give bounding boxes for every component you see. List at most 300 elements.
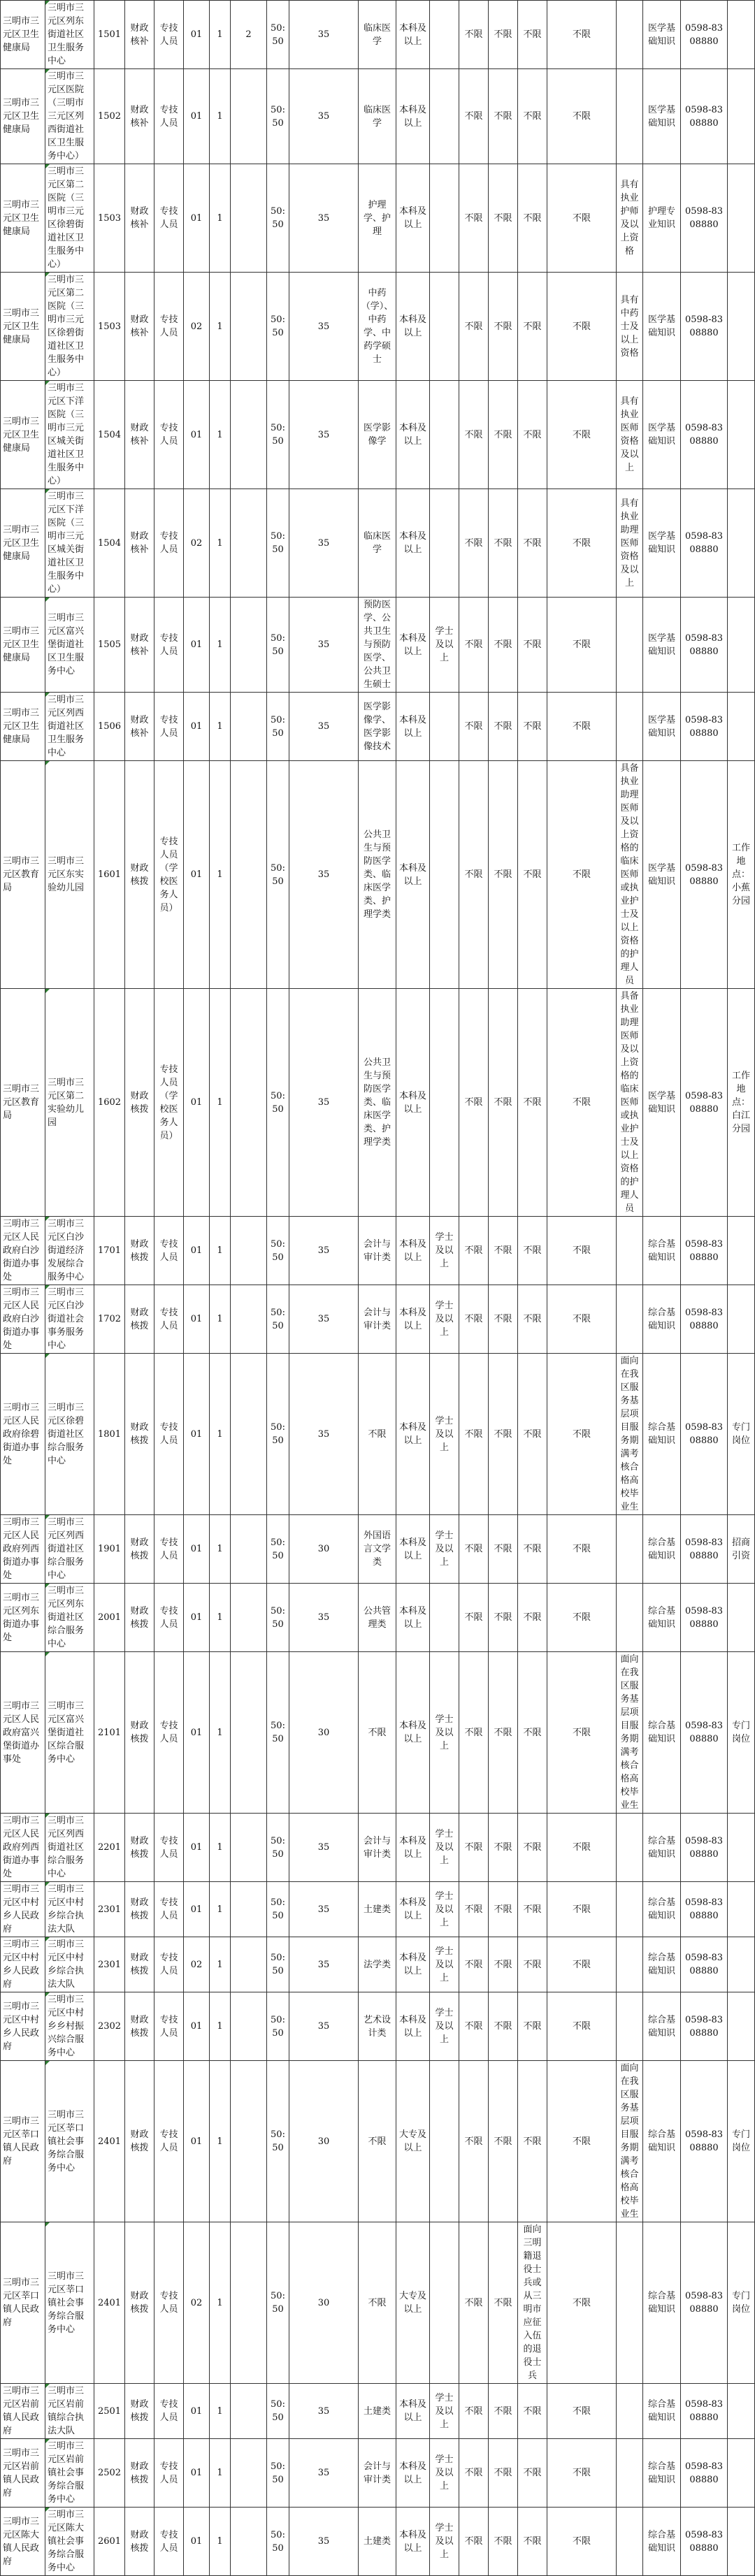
dept-cell: 三明市三元区人民政府白沙街道办事处 <box>1 1285 45 1354</box>
major-cell: 中药（学）、中药学、中药学硕士 <box>359 273 396 381</box>
exam-subject-cell: 综合基础知识 <box>643 2508 681 2576</box>
table-row <box>1 2508 755 2576</box>
headcount-cell: 1 <box>210 2439 231 2508</box>
headcount-cell: 1 <box>210 489 231 598</box>
restriction-cell: 不限 <box>518 273 547 381</box>
phone-cell: 0598-8308880 <box>681 489 728 598</box>
other-requirements-cell <box>617 1992 643 2061</box>
dept-cell: 三明市三元区人民政府白沙街道办事处 <box>1 1217 45 1285</box>
education-cell: 本科及以上 <box>396 1354 430 1515</box>
restriction-cell: 不限 <box>518 1814 547 1882</box>
position-code-cell: 1505 <box>94 598 125 693</box>
post-seq-cell: 01 <box>184 2439 210 2508</box>
table-row <box>1 273 755 381</box>
post-type-cell: 专技人员 <box>154 489 184 598</box>
restriction-cell: 不限 <box>518 1992 547 2061</box>
restriction-cell: 不限 <box>547 1882 617 1937</box>
note-cell <box>728 1882 755 1937</box>
other-requirements-cell <box>617 2508 643 2576</box>
position-code-cell: 2201 <box>94 1814 125 1882</box>
post-seq-cell: 02 <box>184 1937 210 1992</box>
education-cell: 本科及以上 <box>396 1285 430 1354</box>
table-row <box>1 1 755 69</box>
education-cell: 本科及以上 <box>396 1217 430 1285</box>
education-cell: 本科及以上 <box>396 1652 430 1814</box>
major-cell: 临床医学 <box>359 1 396 69</box>
headcount-cell: 1 <box>210 761 231 989</box>
post-type-cell: 专技人员 <box>154 1217 184 1285</box>
restriction-cell: 不限 <box>547 693 617 761</box>
post-type-cell: 专技人员（学校医务人员） <box>154 989 184 1217</box>
post-seq-cell: 01 <box>184 2384 210 2439</box>
degree-cell: 学士及以上 <box>430 1992 459 2061</box>
position-code-cell: 2101 <box>94 1652 125 1814</box>
phone-cell: 0598-8308880 <box>681 2061 728 2222</box>
restriction-cell: 不限 <box>547 1584 617 1652</box>
other-requirements-cell <box>617 2439 643 2508</box>
exam-subject-cell: 综合基础知识 <box>643 1354 681 1515</box>
major-cell: 护理学、护理 <box>359 164 396 273</box>
position-code-cell: 1901 <box>94 1515 125 1584</box>
degree-cell: 学士及以上 <box>430 2508 459 2576</box>
unit-cell: 三明市三元区白沙街道经济发展综合服务中心 <box>45 1217 94 1285</box>
major-cell: 会计与审计类 <box>359 1217 396 1285</box>
post-seq-cell: 01 <box>184 1814 210 1882</box>
restriction-cell: 不限 <box>547 1515 617 1584</box>
phone-cell: 0598-8308880 <box>681 69 728 164</box>
education-cell: 本科及以上 <box>396 761 430 989</box>
funding-cell: 财政核拨 <box>125 1515 154 1584</box>
degree-cell <box>430 1 459 69</box>
quota-cell: 2 <box>231 1 267 69</box>
position-code-cell: 1801 <box>94 1354 125 1515</box>
restriction-cell: 不限 <box>459 1285 489 1354</box>
other-requirements-cell <box>617 693 643 761</box>
age-limit-cell: 35 <box>289 1217 359 1285</box>
post-type-cell: 专技人员 <box>154 2222 184 2384</box>
education-cell: 本科及以上 <box>396 2508 430 2576</box>
table-row <box>1 1584 755 1652</box>
exam-ratio-cell: 50:50 <box>267 1584 289 1652</box>
table-row <box>1 1285 755 1354</box>
restriction-cell: 不限 <box>489 273 518 381</box>
phone-cell: 0598-8308880 <box>681 1354 728 1515</box>
post-seq-cell: 02 <box>184 273 210 381</box>
headcount-cell: 1 <box>210 1 231 69</box>
restriction-cell: 不限 <box>459 1217 489 1285</box>
degree-cell: 学士及以上 <box>430 2439 459 2508</box>
unit-cell: 三明市三元区徐碧街道社区综合服务中心 <box>45 1354 94 1515</box>
degree-cell <box>430 69 459 164</box>
headcount-cell: 1 <box>210 1354 231 1515</box>
dept-cell: 三明市三元区教育局 <box>1 761 45 989</box>
restriction-cell: 不限 <box>489 598 518 693</box>
phone-cell: 0598-8308880 <box>681 1937 728 1992</box>
restriction-cell: 不限 <box>459 2439 489 2508</box>
restriction-cell: 不限 <box>489 164 518 273</box>
exam-subject-cell: 医学基础知识 <box>643 693 681 761</box>
restriction-cell: 不限 <box>489 1992 518 2061</box>
position-code-cell: 2401 <box>94 2061 125 2222</box>
exam-ratio-cell: 50:50 <box>267 989 289 1217</box>
exam-subject-cell: 医学基础知识 <box>643 273 681 381</box>
restriction-cell: 不限 <box>459 273 489 381</box>
degree-cell <box>430 1584 459 1652</box>
unit-cell: 三明市三元区陈大镇社会事务综合服务中心 <box>45 2508 94 2576</box>
education-cell: 本科及以上 <box>396 989 430 1217</box>
other-requirements-cell: 面向在我区服务基层项目服务期满考核合格高校毕业生 <box>617 1652 643 1814</box>
education-cell: 大专及以上 <box>396 2061 430 2222</box>
restriction-cell: 不限 <box>489 2061 518 2222</box>
other-requirements-cell <box>617 1285 643 1354</box>
post-seq-cell: 01 <box>184 1285 210 1354</box>
quota-cell <box>231 989 267 1217</box>
exam-ratio-cell: 50:50 <box>267 2061 289 2222</box>
degree-cell: 学士及以上 <box>430 1515 459 1584</box>
table-row <box>1 761 755 989</box>
phone-cell: 0598-8308880 <box>681 381 728 489</box>
major-cell: 会计与审计类 <box>359 1814 396 1882</box>
major-cell: 艺术设计类 <box>359 1992 396 2061</box>
table-row <box>1 1992 755 2061</box>
post-seq-cell: 01 <box>184 1652 210 1814</box>
exam-ratio-cell: 50:50 <box>267 381 289 489</box>
dept-cell: 三明市三元区列东街道办事处 <box>1 1584 45 1652</box>
education-cell: 本科及以上 <box>396 164 430 273</box>
exam-subject-cell: 医学基础知识 <box>643 489 681 598</box>
major-cell: 公共管理类 <box>359 1584 396 1652</box>
exam-ratio-cell: 50:50 <box>267 1652 289 1814</box>
degree-cell <box>430 2061 459 2222</box>
phone-cell: 0598-8308880 <box>681 1584 728 1652</box>
exam-ratio-cell: 50:50 <box>267 489 289 598</box>
quota-cell <box>231 381 267 489</box>
funding-cell: 财政核补 <box>125 1 154 69</box>
quota-cell <box>231 164 267 273</box>
dept-cell: 三明市三元区陈大镇人民政府 <box>1 2508 45 2576</box>
unit-cell: 三明市三元区中村乡综合执法大队 <box>45 1937 94 1992</box>
age-limit-cell: 35 <box>289 1285 359 1354</box>
exam-ratio-cell: 50:50 <box>267 1515 289 1584</box>
restriction-cell: 不限 <box>459 2222 489 2384</box>
funding-cell: 财政核拨 <box>125 2061 154 2222</box>
restriction-cell: 不限 <box>459 2384 489 2439</box>
funding-cell: 财政核补 <box>125 69 154 164</box>
position-code-cell: 1601 <box>94 761 125 989</box>
degree-cell <box>430 489 459 598</box>
headcount-cell: 1 <box>210 273 231 381</box>
position-code-cell: 1602 <box>94 989 125 1217</box>
exam-ratio-cell: 50:50 <box>267 2439 289 2508</box>
restriction-cell: 不限 <box>459 761 489 989</box>
position-code-cell: 2001 <box>94 1584 125 1652</box>
funding-cell: 财政核拨 <box>125 2384 154 2439</box>
post-type-cell: 专技人员 <box>154 69 184 164</box>
restriction-cell: 不限 <box>547 2222 617 2384</box>
headcount-cell: 1 <box>210 2061 231 2222</box>
exam-subject-cell: 医学基础知识 <box>643 69 681 164</box>
dept-cell: 三明市三元区卫生健康局 <box>1 693 45 761</box>
phone-cell: 0598-8308880 <box>681 598 728 693</box>
post-type-cell: 专技人员 <box>154 1354 184 1515</box>
restriction-cell: 不限 <box>547 598 617 693</box>
post-type-cell: 专技人员 <box>154 1937 184 1992</box>
post-type-cell: 专技人员 <box>154 2384 184 2439</box>
unit-cell: 三明市三元区第二医院（三明市三元区徐碧街道社区卫生服务中心） <box>45 164 94 273</box>
other-requirements-cell: 具备执业助理医师及以上资格的临床医师或执业护士及以上资格的护理人员 <box>617 989 643 1217</box>
position-code-cell: 1701 <box>94 1217 125 1285</box>
major-cell: 预防医学、公共卫生与预防医学、公共卫生硕士 <box>359 598 396 693</box>
restriction-cell: 不限 <box>518 1354 547 1515</box>
age-limit-cell: 35 <box>289 598 359 693</box>
restriction-cell: 不限 <box>459 381 489 489</box>
exam-ratio-cell: 50:50 <box>267 273 289 381</box>
dept-cell: 三明市三元区卫生健康局 <box>1 489 45 598</box>
major-cell: 土建类 <box>359 2384 396 2439</box>
restriction-cell: 不限 <box>459 693 489 761</box>
note-cell <box>728 2508 755 2576</box>
other-requirements-cell: 具有执业护师及以上资格 <box>617 164 643 273</box>
restriction-cell: 不限 <box>547 1992 617 2061</box>
table-row <box>1 1515 755 1584</box>
funding-cell: 财政核拨 <box>125 1652 154 1814</box>
quota-cell <box>231 1937 267 1992</box>
unit-cell: 三明市三元区下洋医院（三明市三元区城关街道社区卫生服务中心） <box>45 489 94 598</box>
exam-ratio-cell: 50:50 <box>267 693 289 761</box>
major-cell: 土建类 <box>359 2508 396 2576</box>
headcount-cell: 1 <box>210 1652 231 1814</box>
age-limit-cell: 35 <box>289 1 359 69</box>
major-cell: 法学类 <box>359 1937 396 1992</box>
exam-subject-cell: 综合基础知识 <box>643 1814 681 1882</box>
dept-cell: 三明市三元区中村乡人民政府 <box>1 1937 45 1992</box>
quota-cell <box>231 761 267 989</box>
restriction-cell: 面向三明籍退役士兵或从三明市应征入伍的退役士兵 <box>518 2222 547 2384</box>
unit-cell: 三明市三元区列东街道社区综合服务中心 <box>45 1584 94 1652</box>
exam-subject-cell: 综合基础知识 <box>643 2439 681 2508</box>
exam-ratio-cell: 50:50 <box>267 1814 289 1882</box>
restriction-cell: 不限 <box>547 69 617 164</box>
other-requirements-cell <box>617 1882 643 1937</box>
restriction-cell: 不限 <box>459 1 489 69</box>
dept-cell: 三明市三元区莘口镇人民政府 <box>1 2222 45 2384</box>
exam-subject-cell: 综合基础知识 <box>643 1937 681 1992</box>
unit-cell: 三明市三元区莘口镇社会事务综合服务中心 <box>45 2061 94 2222</box>
note-cell <box>728 1814 755 1882</box>
funding-cell: 财政核补 <box>125 693 154 761</box>
table-row <box>1 989 755 1217</box>
other-requirements-cell <box>617 69 643 164</box>
table-row <box>1 1937 755 1992</box>
phone-cell: 0598-8308880 <box>681 693 728 761</box>
funding-cell: 财政核补 <box>125 598 154 693</box>
phone-cell: 0598-8308880 <box>681 1217 728 1285</box>
note-cell <box>728 381 755 489</box>
phone-cell: 0598-8308880 <box>681 1285 728 1354</box>
other-requirements-cell: 具有中药士及以上资格 <box>617 273 643 381</box>
unit-cell: 三明市三元区岩前镇社会事务综合服务中心 <box>45 2439 94 2508</box>
education-cell: 本科及以上 <box>396 1992 430 2061</box>
phone-cell: 0598-8308880 <box>681 989 728 1217</box>
funding-cell: 财政核补 <box>125 489 154 598</box>
other-requirements-cell <box>617 1515 643 1584</box>
post-type-cell: 专技人员（学校医务人员） <box>154 761 184 989</box>
dept-cell: 三明市三元区中村乡人民政府 <box>1 1882 45 1937</box>
education-cell: 本科及以上 <box>396 381 430 489</box>
education-cell: 本科及以上 <box>396 273 430 381</box>
position-code-cell: 1503 <box>94 164 125 273</box>
table-row <box>1 489 755 598</box>
exam-ratio-cell: 50:50 <box>267 69 289 164</box>
restriction-cell: 不限 <box>547 1354 617 1515</box>
phone-cell: 0598-8308880 <box>681 2439 728 2508</box>
restriction-cell: 不限 <box>518 1515 547 1584</box>
post-seq-cell: 01 <box>184 2508 210 2576</box>
restriction-cell: 不限 <box>547 381 617 489</box>
post-seq-cell: 01 <box>184 1882 210 1937</box>
post-type-cell: 专技人员 <box>154 273 184 381</box>
phone-cell: 0598-8308880 <box>681 2222 728 2384</box>
exam-ratio-cell: 50:50 <box>267 1882 289 1937</box>
restriction-cell: 不限 <box>547 2439 617 2508</box>
exam-subject-cell: 综合基础知识 <box>643 1652 681 1814</box>
age-limit-cell: 35 <box>289 693 359 761</box>
exam-subject-cell: 医学基础知识 <box>643 1 681 69</box>
major-cell: 临床医学 <box>359 69 396 164</box>
education-cell: 本科及以上 <box>396 69 430 164</box>
phone-cell: 0598-8308880 <box>681 1515 728 1584</box>
post-seq-cell: 02 <box>184 489 210 598</box>
age-limit-cell: 35 <box>289 1354 359 1515</box>
other-requirements-cell <box>617 1217 643 1285</box>
unit-cell: 三明市三元区第二医院（三明市三元区徐碧街道社区卫生服务中心） <box>45 273 94 381</box>
major-cell: 公共卫生与预防医学类、临床医学类、护理学类 <box>359 989 396 1217</box>
post-seq-cell: 01 <box>184 989 210 1217</box>
age-limit-cell: 35 <box>289 761 359 989</box>
table-body <box>1 1 755 2576</box>
exam-ratio-cell: 50:50 <box>267 1937 289 1992</box>
restriction-cell: 不限 <box>489 2384 518 2439</box>
restriction-cell: 不限 <box>489 1 518 69</box>
phone-cell: 0598-8308880 <box>681 164 728 273</box>
restriction-cell: 不限 <box>459 69 489 164</box>
funding-cell: 财政核拨 <box>125 1584 154 1652</box>
other-requirements-cell <box>617 2384 643 2439</box>
dept-cell: 三明市三元区中村乡人民政府 <box>1 1992 45 2061</box>
dept-cell: 三明市三元区莘口镇人民政府 <box>1 2061 45 2222</box>
restriction-cell: 不限 <box>489 761 518 989</box>
note-cell <box>728 1584 755 1652</box>
education-cell: 本科及以上 <box>396 2439 430 2508</box>
other-requirements-cell <box>617 1937 643 1992</box>
age-limit-cell: 35 <box>289 2439 359 2508</box>
age-limit-cell: 35 <box>289 1992 359 2061</box>
age-limit-cell: 30 <box>289 2222 359 2384</box>
restriction-cell: 不限 <box>459 2508 489 2576</box>
age-limit-cell: 35 <box>289 2384 359 2439</box>
headcount-cell: 1 <box>210 1217 231 1285</box>
restriction-cell: 不限 <box>547 1285 617 1354</box>
degree-cell <box>430 273 459 381</box>
table-row <box>1 164 755 273</box>
funding-cell: 财政核拨 <box>125 1882 154 1937</box>
funding-cell: 财政核拨 <box>125 2439 154 2508</box>
restriction-cell: 不限 <box>459 489 489 598</box>
note-cell <box>728 1937 755 1992</box>
restriction-cell: 不限 <box>459 2061 489 2222</box>
table-row <box>1 598 755 693</box>
quota-cell <box>231 1354 267 1515</box>
restriction-cell: 不限 <box>459 989 489 1217</box>
exam-subject-cell: 综合基础知识 <box>643 1515 681 1584</box>
headcount-cell: 1 <box>210 2508 231 2576</box>
restriction-cell: 不限 <box>489 1285 518 1354</box>
restriction-cell: 不限 <box>518 69 547 164</box>
headcount-cell: 1 <box>210 989 231 1217</box>
degree-cell <box>430 381 459 489</box>
exam-ratio-cell: 50:50 <box>267 2384 289 2439</box>
restriction-cell: 不限 <box>518 1882 547 1937</box>
table-row <box>1 69 755 164</box>
funding-cell: 财政核拨 <box>125 761 154 989</box>
position-code-cell: 2401 <box>94 2222 125 2384</box>
restriction-cell: 不限 <box>518 761 547 989</box>
restriction-cell: 不限 <box>489 1814 518 1882</box>
headcount-cell: 1 <box>210 1882 231 1937</box>
exam-ratio-cell: 50:50 <box>267 2222 289 2384</box>
post-type-cell: 专技人员 <box>154 381 184 489</box>
restriction-cell: 不限 <box>489 1652 518 1814</box>
restriction-cell: 不限 <box>489 2222 518 2384</box>
post-type-cell: 专技人员 <box>154 1652 184 1814</box>
headcount-cell: 1 <box>210 1285 231 1354</box>
phone-cell: 0598-8308880 <box>681 2384 728 2439</box>
unit-cell: 三明市三元区富兴堡街道社区卫生服务中心 <box>45 598 94 693</box>
post-seq-cell: 01 <box>184 761 210 989</box>
other-requirements-cell <box>617 2222 643 2384</box>
degree-cell: 学士及以上 <box>430 598 459 693</box>
restriction-cell: 不限 <box>547 489 617 598</box>
table-row <box>1 2384 755 2439</box>
degree-cell: 学士及以上 <box>430 1217 459 1285</box>
unit-cell: 三明市三元区白沙街道社会事务服务中心 <box>45 1285 94 1354</box>
headcount-cell: 1 <box>210 693 231 761</box>
headcount-cell: 1 <box>210 598 231 693</box>
funding-cell: 财政核拨 <box>125 2222 154 2384</box>
quota-cell <box>231 2222 267 2384</box>
table-row <box>1 1652 755 1814</box>
quota-cell <box>231 1652 267 1814</box>
exam-subject-cell: 综合基础知识 <box>643 1584 681 1652</box>
post-seq-cell: 01 <box>184 69 210 164</box>
restriction-cell: 不限 <box>518 381 547 489</box>
degree-cell <box>430 989 459 1217</box>
post-seq-cell: 01 <box>184 1992 210 2061</box>
restriction-cell: 不限 <box>518 2061 547 2222</box>
restriction-cell: 不限 <box>547 1937 617 1992</box>
other-requirements-cell <box>617 1814 643 1882</box>
restriction-cell: 不限 <box>459 598 489 693</box>
restriction-cell: 不限 <box>459 164 489 273</box>
post-type-cell: 专技人员 <box>154 1992 184 2061</box>
degree-cell: 学士及以上 <box>430 1814 459 1882</box>
restriction-cell: 不限 <box>489 693 518 761</box>
age-limit-cell: 35 <box>289 381 359 489</box>
unit-cell: 三明市三元区列西街道社区卫生服务中心 <box>45 693 94 761</box>
exam-subject-cell: 医学基础知识 <box>643 761 681 989</box>
headcount-cell: 1 <box>210 1584 231 1652</box>
headcount-cell: 1 <box>210 164 231 273</box>
